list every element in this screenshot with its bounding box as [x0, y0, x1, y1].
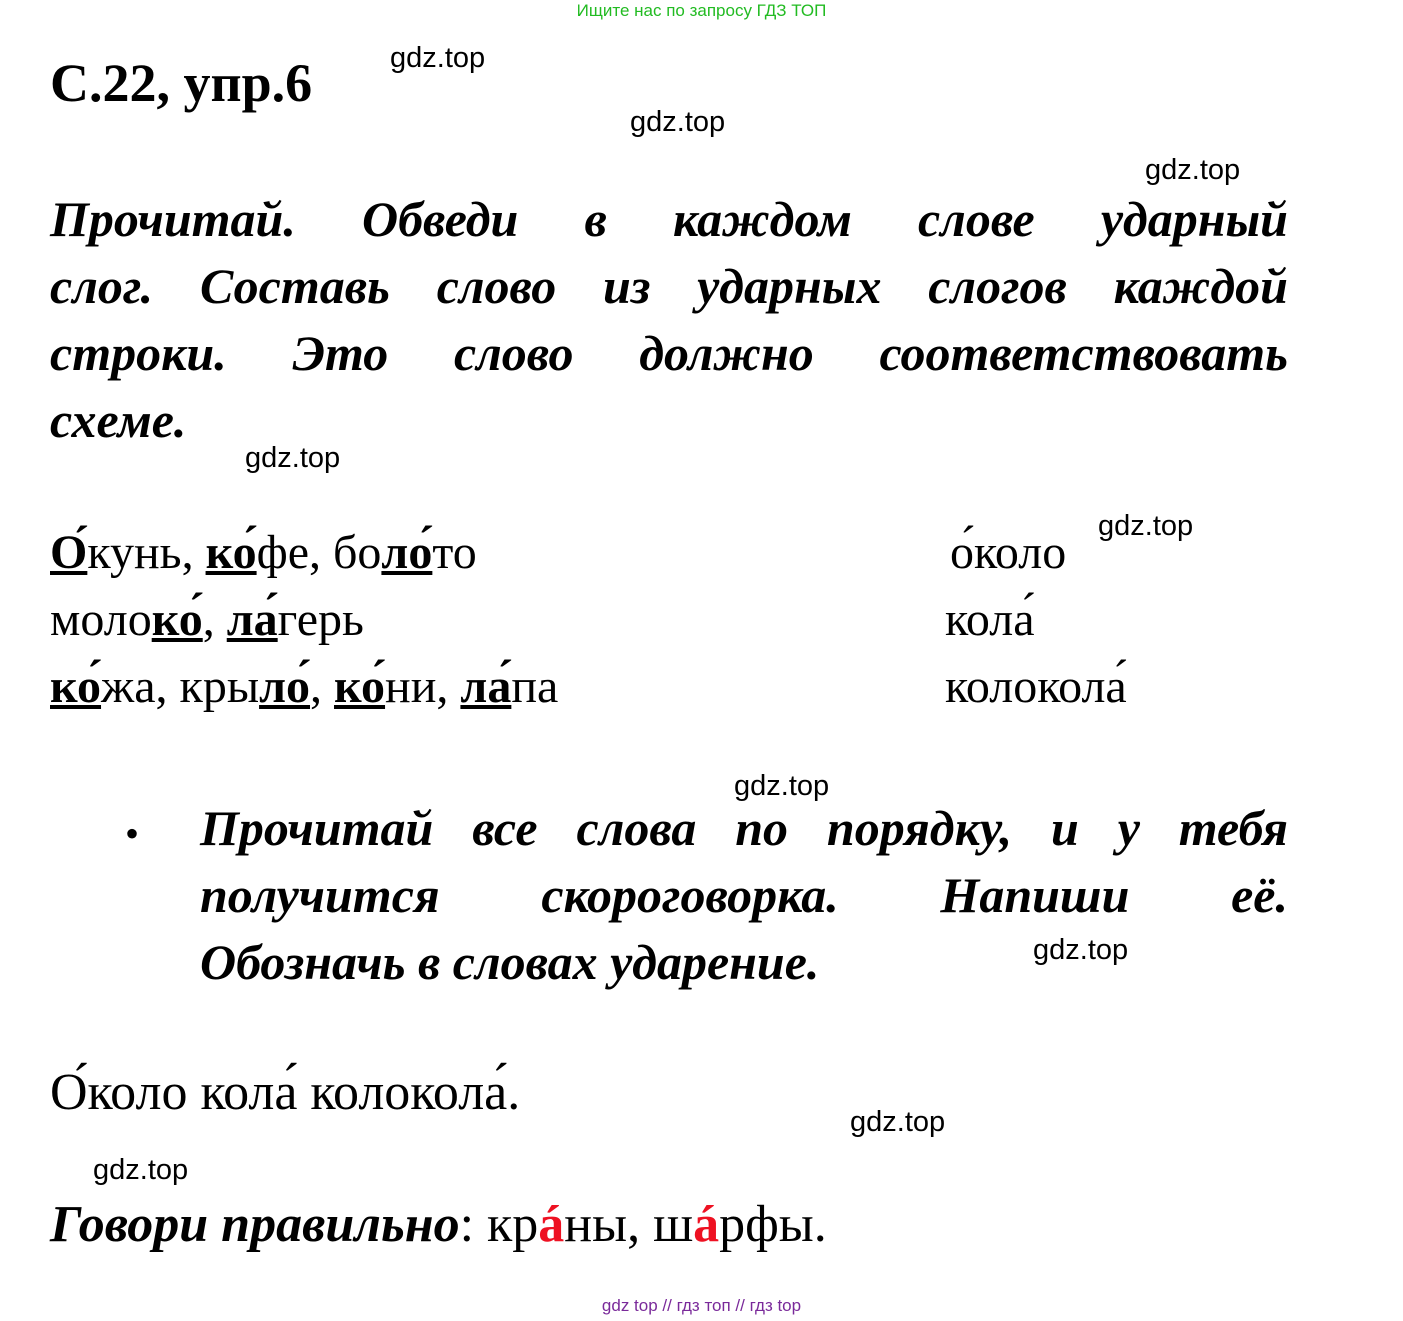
word-fragment: ,	[310, 660, 335, 713]
word-fragment: кунь,	[87, 526, 206, 579]
word-row-2	[50, 592, 364, 647]
task-line: Прочитай. Обведи в каждом слове ударный	[50, 191, 1288, 247]
result-word: кола́	[945, 593, 1035, 646]
watermark: gdz.top	[390, 42, 486, 74]
stressed-vowel: á	[693, 1196, 720, 1253]
stressed-syllable: ко́	[205, 526, 257, 579]
bullet-icon: •	[125, 811, 140, 856]
stressed-syllable: ла́	[460, 660, 512, 713]
task-line: схеме.	[50, 392, 187, 448]
stressed-syllable: ла́	[226, 593, 278, 646]
stressed-syllable: О́	[50, 526, 88, 579]
result-word: о́коло	[950, 526, 1067, 579]
task-line: Прочитай все слова по порядку, и у тебя	[200, 800, 1288, 856]
word-fragment: жа, кры	[101, 660, 260, 713]
answer-text: О́коло кола́ колокола́.	[50, 1064, 521, 1121]
stressed-syllable: ло́	[259, 660, 311, 713]
word-fragment: моло	[50, 593, 152, 646]
watermark: gdz.top	[93, 1154, 189, 1186]
watermark: gdz.top	[630, 106, 726, 138]
header-banner: Ищите нас по запросу ГДЗ ТОП	[576, 1, 827, 20]
footer-banner: gdz top // гдз топ // гдз top	[601, 1296, 802, 1315]
task-line: получится скороговорка. Напиши её.	[200, 867, 1288, 923]
word-row-3	[50, 659, 558, 714]
stressed-vowel: á	[538, 1196, 565, 1253]
watermark: gdz.top	[1033, 934, 1129, 966]
word-fragment: герь	[277, 593, 364, 646]
page-title: С.22, упр.6	[50, 53, 313, 113]
stressed-syllable: ло́	[381, 526, 433, 579]
word-fragment: ни,	[385, 660, 461, 713]
stressed-syllable: ко́	[334, 660, 386, 713]
speak-correctly	[50, 1195, 827, 1254]
watermark: gdz.top	[1145, 154, 1241, 186]
watermark: gdz.top	[850, 1106, 946, 1138]
word-fragment: то	[432, 526, 477, 579]
word-fragment: па	[511, 660, 559, 713]
task-line: Обозначь в словах ударение.	[200, 934, 820, 990]
word-fragment: : кр	[459, 1196, 539, 1253]
watermark: gdz.top	[1098, 510, 1194, 542]
task-line: строки. Это слово должно соответствовать	[50, 325, 1288, 381]
word-fragment: фе, бо	[256, 526, 382, 579]
watermark: gdz.top	[245, 442, 341, 474]
speak-label: Говори правильно	[50, 1196, 460, 1253]
task-instructions	[50, 186, 1288, 454]
watermark: gdz.top	[734, 770, 830, 802]
word-fragment: ,	[202, 593, 227, 646]
speak-words	[460, 1196, 827, 1253]
word-fragment: ны, ш	[564, 1196, 694, 1253]
word-fragment: рфы.	[719, 1196, 827, 1253]
task-line: слог. Составь слово из ударных слогов каждой	[50, 258, 1288, 314]
stressed-syllable: ко́	[151, 593, 203, 646]
word-row-1	[50, 525, 477, 580]
stressed-syllable: ко́	[50, 660, 102, 713]
task-instructions-2	[200, 795, 1288, 996]
result-word: колокола́	[945, 660, 1127, 713]
